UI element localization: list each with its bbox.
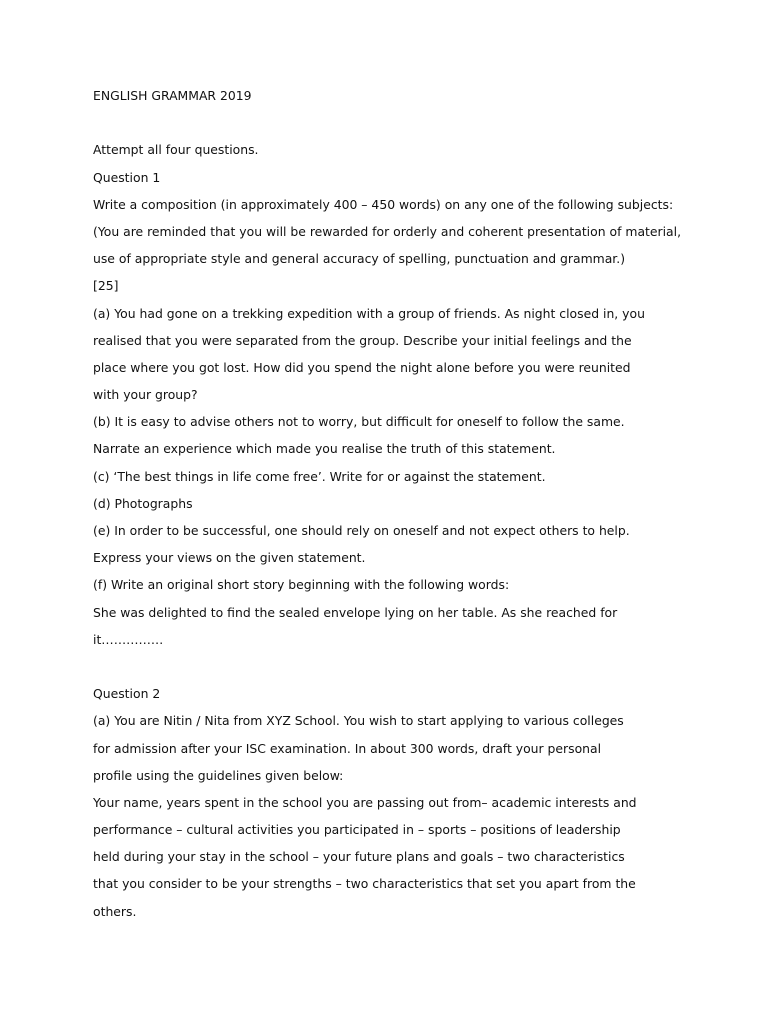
question-1-line: it…………… xyxy=(93,631,164,647)
question-1-line: (e) In order to be successful, one should rely on oneself and not expect others to help. xyxy=(93,523,630,538)
question-1-marks: [25] xyxy=(93,278,119,294)
spacer xyxy=(93,113,693,140)
question-1-line: (d) Photographs xyxy=(93,495,193,511)
question-1-line: (b) It is easy to advise others not to worry, but difficult for oneself to follow the same. xyxy=(93,414,625,430)
question-2-line: that you consider to be your strengths – two characteristics that set you apart from the xyxy=(93,876,636,892)
question-1-line: Express your views on the given statement. xyxy=(93,550,366,566)
question-1-line: use of appropriate style and general accuracy of spelling, punctuation and grammar.) xyxy=(93,251,626,267)
question-1-line: realised that you were separated from the group. Describe your initial feelings and the xyxy=(93,332,632,348)
question-1-line: Narrate an experience which made you realise the truth of this statement. xyxy=(93,441,556,457)
question-2-line: Your name, years spent in the school you are passing out from– academic interests and xyxy=(93,794,637,810)
question-2-line: held during your stay in the school – your future plans and goals – two characteristics xyxy=(93,849,625,865)
question-2-line: for admission after your ISC examination. In about 300 words, draft your personal xyxy=(93,740,602,756)
question-1-line: (c) ‘The best things in life come free’. Write for or against the statement. xyxy=(93,468,546,484)
question-1-line: She was delighted to find the sealed envelope lying on her table. As she reached for xyxy=(93,604,618,620)
document-title: ENGLISH GRAMMAR 2019 xyxy=(93,88,252,103)
question-1-line: with your group? xyxy=(93,387,198,403)
spacer xyxy=(93,657,693,684)
question-1-line: place where you got lost. How did you spend the night alone before you were reunited xyxy=(93,359,631,375)
question-1-heading: Question 1 xyxy=(93,169,161,185)
question-1-line: (a) You had gone on a trekking expedition with a group of friends. As night closed in, you xyxy=(93,305,645,321)
question-1-line: (f) Write an original short story beginning with the following words: xyxy=(93,577,510,593)
question-2-line: performance – cultural activities you participated in – sports – positions of leadership xyxy=(93,822,621,838)
document-body xyxy=(93,86,693,929)
question-2-line: profile using the guidelines given below: xyxy=(93,767,344,783)
question-1-line: Write a composition (in approximately 400 – 450 words) on any one of the following subjects: xyxy=(93,196,674,212)
question-1-line: (You are reminded that you will be rewarded for orderly and coherent presentation of material, xyxy=(93,223,682,239)
question-2-heading: Question 2 xyxy=(93,686,161,702)
question-2-line: others. xyxy=(93,903,137,919)
instruction-text: Attempt all four questions. xyxy=(93,142,259,158)
question-2-line: (a) You are Nitin / Nita from XYZ School. You wish to start applying to various colleges xyxy=(93,713,624,729)
